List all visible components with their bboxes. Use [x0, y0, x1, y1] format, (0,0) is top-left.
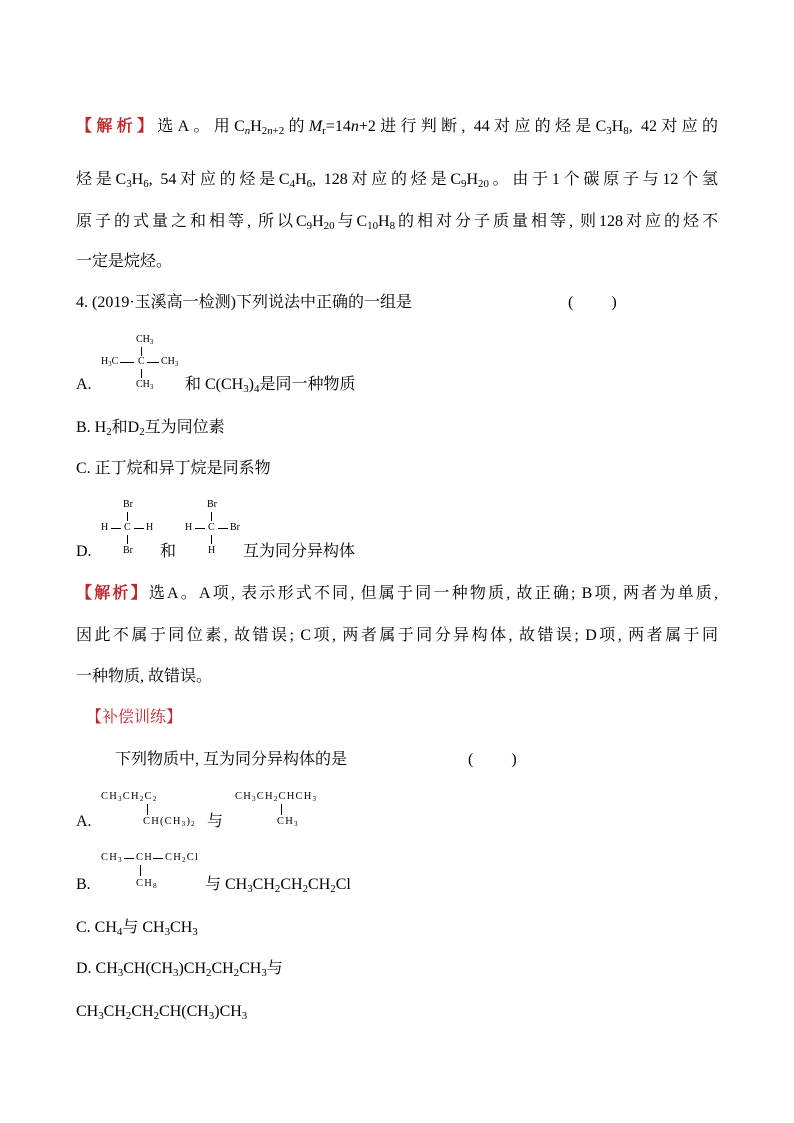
- text-run: B. H: [76, 419, 107, 436]
- analysis-1-line-3: [76, 212, 718, 232]
- q4d-s2-right-atom: Br: [230, 522, 240, 533]
- subscript: 2: [233, 967, 240, 980]
- subscript: 20: [478, 178, 489, 191]
- q4d-s2-bond-right: [218, 528, 228, 529]
- question-4-option-d-connector: 和: [160, 543, 177, 560]
- text-run: 的相对分子质量相等, 则128对应的烃不: [395, 213, 718, 230]
- analysis-1-line-1-text: [157, 118, 718, 138]
- text-run: +2进行判断, 44对应的烃是C: [358, 118, 607, 135]
- subscript: 10: [367, 220, 379, 233]
- analysis-1-line-4: 一定是烷烃。: [76, 253, 173, 270]
- subscript: 3: [98, 1010, 104, 1023]
- subscript: 3: [126, 178, 132, 191]
- supp-b-branch: [136, 878, 158, 890]
- text-run: CH: [101, 791, 118, 802]
- text-run: CH: [136, 379, 150, 390]
- text-run: CH: [239, 960, 262, 977]
- text-run: , 54对应的烃是C: [148, 171, 290, 188]
- supp-b-bond-branch: [140, 865, 141, 876]
- subscript: 3: [241, 1010, 248, 1023]
- q4a-structure-top-group: [136, 334, 153, 346]
- text-run: H: [295, 171, 307, 188]
- text-run: CH: [235, 791, 252, 802]
- text-run: C: [144, 791, 153, 802]
- supp-b-center-group: CH: [136, 852, 153, 863]
- q4d-s2-top-atom: Br: [207, 499, 217, 510]
- q4a-structure-center-atom: C: [138, 356, 145, 367]
- subscript: 3: [247, 883, 253, 896]
- subscript: 9: [461, 178, 467, 191]
- text-run: Cl: [186, 852, 200, 863]
- analysis-2-line-1: [76, 584, 718, 604]
- subscript: +2: [272, 125, 285, 138]
- question-4-option-d-text: 互为同分异构体: [243, 543, 356, 560]
- text-run: CH: [280, 876, 303, 893]
- subscript: 2: [261, 125, 268, 138]
- supplementary-option-a-label: A.: [76, 813, 92, 830]
- supp-b-left-group: [101, 852, 123, 864]
- analysis-tag: 【解析】: [76, 585, 149, 602]
- subscript: 3: [174, 361, 179, 369]
- supplementary-option-b-text: [205, 875, 351, 895]
- subscript: 20: [323, 220, 335, 233]
- text-run: )CH: [178, 960, 206, 977]
- text-run: CH: [165, 852, 182, 863]
- subscript: 9: [306, 220, 313, 233]
- text-run: CH: [131, 1003, 154, 1020]
- italic-subscript: n: [244, 125, 251, 138]
- text-run: CH: [256, 791, 274, 802]
- subscript: 3: [149, 384, 154, 392]
- q4d-s2-left-atom: H: [185, 522, 193, 533]
- text-run: CHCH: [278, 791, 313, 802]
- subscript: 2: [302, 883, 309, 896]
- subscript: 2: [125, 1010, 132, 1023]
- text-run: H: [466, 171, 478, 188]
- subscript: 3: [261, 967, 267, 980]
- analysis-1-line-2: [76, 170, 718, 190]
- subscript: 2: [139, 426, 145, 439]
- text-run: CH: [211, 960, 234, 977]
- text-run: H: [250, 118, 262, 135]
- question-4-option-d-label: D.: [76, 543, 92, 560]
- supp-a-s1-branch: [143, 816, 196, 828]
- supp-a-s2-branch: [277, 816, 299, 828]
- italic-subscript: n: [267, 125, 273, 138]
- q4a-bond-left: [120, 362, 134, 363]
- supp-b-bond-right: [153, 858, 163, 859]
- text-run: 与 CH: [205, 876, 248, 893]
- subscript: 3: [252, 795, 257, 804]
- text-run: 烃是C: [76, 171, 127, 188]
- subscript: 4: [254, 383, 260, 396]
- q4d-s1-bond-right: [134, 528, 144, 529]
- subscript: 4: [289, 178, 296, 191]
- q4d-s1-top-atom: Br: [123, 499, 133, 510]
- q4d-s1-right-atom: H: [146, 522, 154, 533]
- text-run: )CH: [214, 1003, 242, 1020]
- text-run: , 128对应的烃是C: [312, 171, 461, 188]
- text-run: 与: [266, 960, 283, 977]
- analysis-1-line-1: [76, 117, 718, 137]
- text-run: 和D: [111, 419, 140, 436]
- text-run: 与C: [334, 213, 368, 230]
- subscript: 2: [106, 426, 112, 439]
- question-4-answer-blank: ( ): [568, 294, 619, 311]
- supplementary-option-a-connector: 与: [207, 813, 224, 830]
- supplementary-answer-blank: ( ): [468, 751, 519, 768]
- analysis-2-line-3: 一种物质, 故错误。: [76, 668, 213, 685]
- text-run: 与 CH: [122, 919, 165, 936]
- text-run: D. CH: [76, 960, 118, 977]
- subscript: 3: [294, 820, 299, 829]
- subscript: 3: [118, 856, 123, 865]
- text-run: 是同一种物质: [259, 376, 356, 393]
- subscript: 2: [139, 795, 145, 804]
- subscript: 2: [330, 883, 336, 896]
- text-run: C: [111, 356, 119, 367]
- subscript: 3: [108, 361, 112, 369]
- subscript: 6: [143, 178, 149, 191]
- analysis-tag: 【解析】: [76, 118, 158, 135]
- text-run: H: [101, 356, 109, 367]
- subscript: 8: [389, 220, 396, 233]
- text-run: CH: [103, 1003, 126, 1020]
- text-run: CH: [136, 334, 150, 345]
- subscript: 2: [273, 795, 279, 804]
- supp-a-s2-bond: [281, 804, 282, 815]
- supp-a-s1-main-chain: [101, 791, 158, 803]
- subscript: 8: [623, 125, 629, 138]
- supp-b-right-group: [165, 852, 199, 864]
- q4d-s1-center-atom: C: [124, 522, 131, 533]
- q4d-s2-bond-bottom: [211, 535, 212, 544]
- q4d-s2-center-atom: C: [208, 522, 215, 533]
- question-4-option-b: [76, 418, 225, 438]
- text-run: CH: [277, 816, 294, 827]
- q4a-bond-top: [141, 347, 142, 356]
- supplementary-stem: 下列物质中, 互为同分异构体的是: [115, 751, 348, 768]
- q4a-structure-left-group: [101, 356, 118, 368]
- subscript: 6: [306, 178, 313, 191]
- text-run: =14: [325, 118, 351, 135]
- subscript: 2: [274, 883, 281, 896]
- text-run: 和 C(CH: [185, 376, 244, 393]
- question-4-option-a-text: [185, 375, 355, 395]
- subscript: 4: [116, 926, 123, 939]
- q4d-s2-bond-top: [211, 512, 212, 521]
- text-run: H: [378, 213, 390, 230]
- italic-symbol: n: [350, 118, 359, 135]
- subscript: 2: [191, 820, 196, 829]
- text-run: 互为同位素: [144, 419, 225, 436]
- subscript: 8: [153, 882, 158, 891]
- q4a-bond-bottom: [141, 369, 142, 378]
- text-run: CH(CH: [143, 816, 182, 827]
- q4d-s1-left-atom: H: [101, 522, 109, 533]
- text-run: CH: [252, 876, 275, 893]
- supplementary-option-d-line-1: [76, 959, 283, 979]
- subscript: 3: [243, 383, 249, 396]
- question-4-option-c: C. 正丁烷和异丁烷是同系物: [76, 460, 271, 477]
- q4a-structure-bottom-group: [136, 379, 153, 391]
- subscript: 3: [606, 125, 612, 138]
- analysis-2-line-1-text: 选A。A项, 表示形式不同, 但属于同一种物质, 故正确; B项, 两者为单质,: [148, 585, 718, 602]
- text-run: H: [312, 213, 324, 230]
- question-4-stem: 4. (2019·玉溪高一检测)下列说法中正确的一组是: [76, 294, 412, 311]
- supplementary-tag: 【补偿训练】: [86, 709, 183, 726]
- subscript: 2: [152, 795, 158, 804]
- text-run: ): [186, 816, 192, 827]
- text-run: H: [131, 171, 144, 188]
- subscript: 3: [173, 967, 179, 980]
- text-run: CH: [101, 852, 118, 863]
- subscript: 3: [312, 795, 318, 804]
- q4a-structure-right-group: [161, 356, 178, 368]
- text-run: CH(CH: [159, 1003, 209, 1020]
- q4d-s1-bond-bottom: [127, 535, 128, 544]
- subscript: 3: [117, 967, 124, 980]
- subscript: r: [322, 125, 326, 138]
- supplementary-option-b-label: B.: [76, 876, 91, 893]
- text-run: CH: [136, 878, 153, 889]
- text-run: CH: [161, 356, 175, 367]
- text-run: CH(CH: [123, 960, 173, 977]
- subscript: 3: [192, 926, 198, 939]
- text-run: CH: [76, 1003, 99, 1020]
- supplementary-option-d-line-2: [76, 1002, 247, 1022]
- q4d-s2-bottom-atom: H: [208, 545, 216, 556]
- q4d-s2-bond-left: [195, 528, 205, 529]
- q4a-bond-right: [147, 362, 159, 363]
- subscript: 2: [206, 967, 212, 980]
- text-run: CH: [122, 791, 140, 802]
- italic-symbol: M: [308, 118, 323, 135]
- subscript: 2: [182, 856, 187, 865]
- text-run: 原子的式量之和相等, 所以C: [76, 213, 307, 230]
- subscript: 3: [164, 926, 171, 939]
- subscript: 2: [153, 1010, 160, 1023]
- text-run: 的: [284, 118, 309, 135]
- text-run: Cl: [335, 876, 351, 893]
- subscript: 3: [149, 339, 154, 347]
- text-run: CH: [170, 919, 193, 936]
- text-run: ): [248, 376, 254, 393]
- q4d-s1-bottom-atom: Br: [123, 545, 133, 556]
- supplementary-option-c: [76, 918, 198, 938]
- question-4-option-a-label: A.: [76, 376, 92, 393]
- subscript: 3: [181, 820, 187, 829]
- text-run: H: [611, 118, 624, 135]
- supp-b-bond-left: [124, 858, 134, 859]
- text-run: 选A。用C: [157, 118, 245, 135]
- analysis-2-line-2: 因此不属于同位素, 故错误; C项, 两者属于同分异构体, 故错误; D项, 两者属于同: [76, 627, 718, 644]
- text-run: , 42对应的: [628, 118, 718, 135]
- text-run: C. CH: [76, 919, 117, 936]
- q4d-s1-bond-left: [111, 528, 121, 529]
- q4d-s1-bond-top: [127, 512, 128, 521]
- subscript: 3: [208, 1010, 215, 1023]
- supp-a-s2-main-chain: [235, 791, 317, 803]
- subscript: 3: [118, 795, 123, 804]
- supp-a-s1-bond: [147, 804, 148, 815]
- text-run: 。由于1个碳原子与12个氢: [488, 171, 718, 188]
- text-run: CH: [308, 876, 331, 893]
